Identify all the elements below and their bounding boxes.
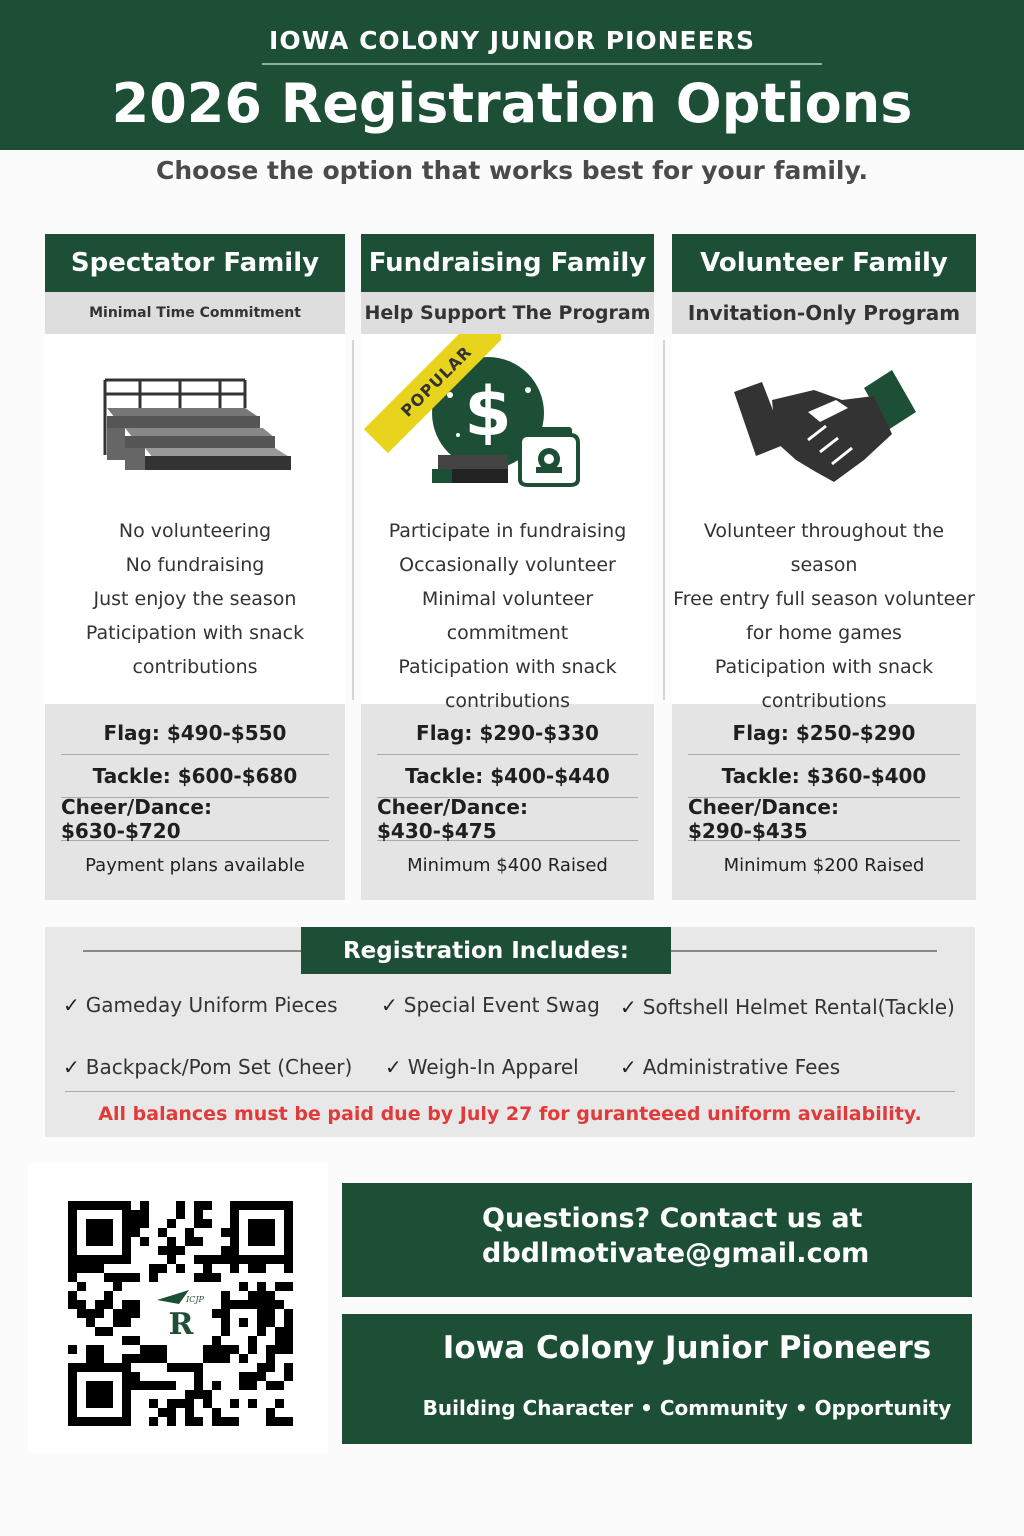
contact-box — [342, 1183, 972, 1297]
svg-text:$: $ — [463, 373, 512, 452]
section-rule — [65, 1091, 955, 1092]
price-flag: Flag: $250-$290 — [688, 712, 960, 755]
option-subtitle: Minimal Time Commitment — [45, 292, 345, 334]
price-panel — [672, 704, 976, 900]
feature-item: No volunteering — [118, 520, 272, 542]
feature-item: Paticipation with snack — [85, 622, 305, 644]
include-item — [620, 1055, 840, 1079]
footer-tagline: Building Character • Community • Opportunity — [422, 1396, 952, 1420]
footer-banner — [342, 1314, 972, 1444]
price-cheer: Cheer/Dance: $630-$720 — [61, 798, 329, 841]
contact-line: Questions? Contact us at — [482, 1203, 863, 1234]
price-flag: Flag: $490-$550 — [61, 712, 329, 755]
option-card-volunteer — [672, 234, 976, 900]
include-item — [385, 1055, 579, 1079]
price-panel — [361, 704, 654, 900]
feature-list — [45, 514, 345, 684]
check-icon: ✓ — [385, 1055, 402, 1079]
feature-item: contributions — [132, 656, 258, 678]
org-name: IOWA COLONY JUNIOR PIONEERS — [269, 26, 755, 55]
include-item — [63, 1055, 352, 1079]
price-cheer: Cheer/Dance: $290-$435 — [688, 798, 960, 841]
include-label: Backpack/Pom Set (Cheer) — [85, 1055, 353, 1079]
include-label: Special Event Swag — [403, 993, 600, 1017]
popular-ribbon — [361, 334, 501, 474]
footer-org-name: Iowa Colony Junior Pioneers — [442, 1330, 932, 1366]
feature-item: Occasionally volunteer — [399, 554, 616, 576]
option-title: Spectator Family — [45, 234, 345, 292]
handshake-icon — [672, 350, 976, 500]
check-icon: ✓ — [381, 993, 398, 1017]
feature-list — [361, 514, 654, 718]
feature-item: Free entry full season volunteer — [673, 588, 975, 610]
popular-badge: POPULAR — [364, 334, 501, 453]
price-cheer: Cheer/Dance: $430-$475 — [377, 798, 638, 841]
include-item — [381, 993, 600, 1017]
option-subtitle: Invitation-Only Program — [672, 292, 976, 334]
registration-includes — [45, 927, 975, 1137]
option-body — [672, 334, 976, 712]
option-body — [45, 334, 345, 704]
payment-deadline-warning: All balances must be paid due by July 27 for guranteeed uniform availability. — [98, 1103, 922, 1125]
column-divider — [352, 340, 354, 700]
page-subtitle: Choose the option that works best for your family. — [156, 156, 868, 185]
include-item — [620, 995, 955, 1019]
feature-item: Paticipation with snack — [398, 656, 617, 678]
price-note: Minimum $200 Raised — [723, 854, 925, 876]
include-label: Weigh-In Apparel — [407, 1055, 579, 1079]
bleachers-icon — [45, 350, 345, 500]
option-body — [361, 334, 654, 712]
option-card-fundraising — [361, 234, 654, 900]
include-label: Administrative Fees — [642, 1055, 841, 1079]
feature-item: Minimal volunteer commitment — [421, 588, 594, 644]
check-icon: ✓ — [620, 995, 637, 1019]
option-title: Fundraising Family — [361, 234, 654, 292]
option-card-spectator — [45, 234, 345, 900]
include-item — [63, 993, 338, 1017]
feature-item: Paticipation with snack — [714, 656, 934, 678]
option-title: Volunteer Family — [672, 234, 976, 292]
svg-text:R: R — [168, 1307, 194, 1342]
price-tackle: Tackle: $360-$400 — [688, 755, 960, 798]
feature-item: contributions — [444, 690, 571, 712]
include-label: Softshell Helmet Rental(Tackle) — [642, 995, 955, 1019]
price-note: Minimum $400 Raised — [407, 854, 608, 876]
feature-item: contributions — [761, 690, 887, 712]
check-icon: ✓ — [63, 1055, 80, 1079]
feature-item: Participate in fundraising — [388, 520, 627, 542]
svg-text:ICJP: ICJP — [186, 1295, 204, 1304]
price-panel — [45, 704, 345, 900]
check-icon: ✓ — [620, 1055, 637, 1079]
feature-list — [672, 514, 976, 718]
column-divider — [663, 340, 665, 700]
price-flag: Flag: $290-$330 — [377, 712, 638, 755]
price-note: Payment plans available — [85, 854, 305, 876]
page-title: 2026 Registration Options — [111, 72, 913, 135]
qr-code-icon — [28, 1163, 328, 1453]
header-banner — [0, 0, 1024, 150]
feature-item: No fundraising — [125, 554, 265, 576]
header-divider — [262, 63, 822, 65]
price-tackle: Tackle: $400-$440 — [377, 755, 638, 798]
qr-code[interactable] — [28, 1163, 328, 1453]
check-icon: ✓ — [63, 993, 80, 1017]
option-subtitle: Help Support The Program — [361, 292, 654, 334]
feature-item: Just enjoy the season — [93, 588, 297, 610]
include-label: Gameday Uniform Pieces — [85, 993, 338, 1017]
section-rule — [83, 950, 301, 952]
contact-email[interactable]: dbdlmotivate@gmail.com — [482, 1238, 870, 1269]
feature-item: Volunteer throughout the season — [703, 520, 945, 576]
section-rule — [671, 950, 937, 952]
price-tackle: Tackle: $600-$680 — [61, 755, 329, 798]
feature-item: for home games — [746, 622, 902, 644]
includes-title: Registration Includes: — [301, 927, 671, 974]
